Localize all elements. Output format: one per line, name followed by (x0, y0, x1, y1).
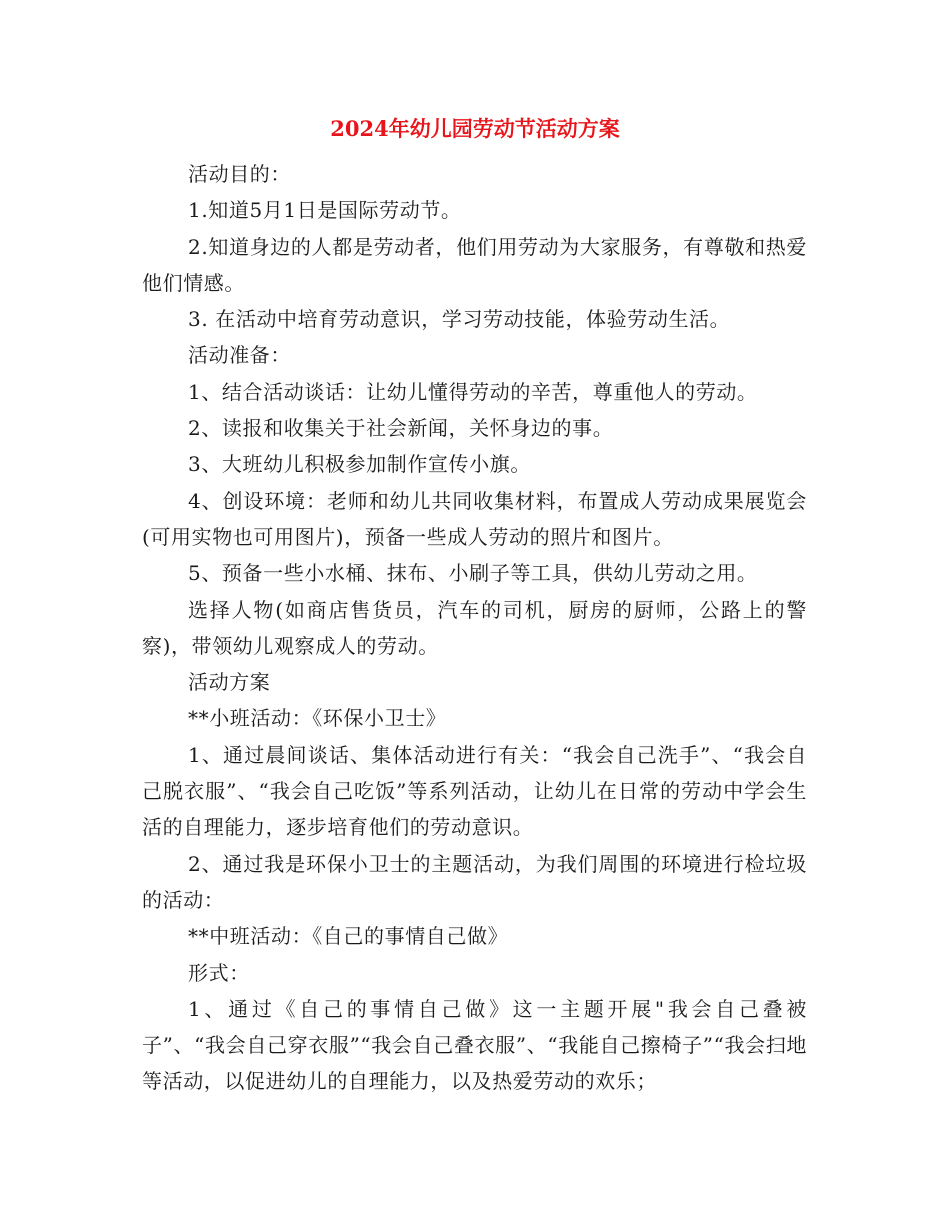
paragraph: 2、通过我是环保小卫士的主题活动，为我们周围的环境进行检垃圾的活动： (142, 851, 807, 912)
paragraph: 活动方案 (188, 670, 271, 695)
paragraph: 活动准备： (188, 343, 291, 368)
paragraph: 2.知道身边的人都是劳动者，他们用劳动为大家服务，有尊敬和热爱他们情感。 (142, 234, 807, 295)
paragraph: **中班活动：《自己的事情自己做》 (188, 924, 509, 949)
paragraph: 1、通过《自己的事情自己做》这一主题开展"我会自己叠被子”、“我会自己穿衣服”“我会自己叠衣服”、“我能自己擦椅子”“我会扫地等活动，以促进幼儿的自理能力，以及热爱劳动的欢乐； (142, 996, 807, 1094)
paragraph: 2、读报和收集关于社会新闻，关怀身边的事。 (188, 416, 614, 441)
paragraph: 3、大班幼儿积极参加制作宣传小旗。 (188, 452, 531, 477)
paragraph: 1、通过晨间谈话、集体活动进行有关：“我会自己洗手”、“我会自己脱衣服”、“我会自己吃饭”等系列活动，让幼儿在日常的劳动中学会生活的自理能力，逐步培育他们的劳动意识。 (142, 742, 807, 840)
document-body (142, 156, 807, 1100)
paragraph: 3. 在活动中培育劳动意识，学习劳动技能，体验劳动生活。 (188, 307, 731, 332)
paragraph: 1、结合活动谈话：让幼儿懂得劳动的辛苦，尊重他人的劳动。 (188, 379, 758, 404)
paragraph: 活动目的： (188, 162, 291, 186)
paragraph: **小班活动：《环保小卫士》 (188, 706, 447, 731)
paragraph: 4、创设环境：老师和幼儿共同收集材料，布置成人劳动成果展览会(可用实物也可用图片)，预备一些成人劳动的照片和图片。 (142, 488, 807, 549)
paragraph: 1.知道5月1日是国际劳动节。 (188, 198, 462, 223)
paragraph: 形式： (188, 960, 250, 985)
paragraph: 选择人物(如商店售货员，汽车的司机，厨房的厨师，公路上的警察)，带领幼儿观察成人的劳动。 (142, 597, 807, 658)
paragraph: 5、预备一些小水桶、抹布、小刷子等工具，供幼儿劳动之用。 (188, 561, 758, 586)
document-title: 2024年幼儿园劳动节活动方案 (330, 116, 620, 141)
